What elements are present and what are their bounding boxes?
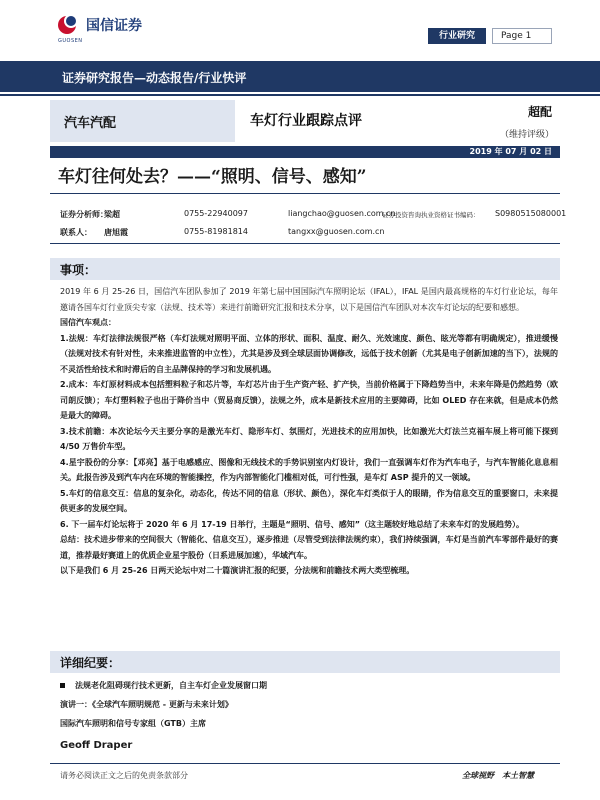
events-intro: 2019 年 6 月 25-26 日，国信汽车团队参加了 2019 年第七届中国国际汽车照明论坛（IFAL），IFAL 是国内最高规格的车灯行业论坛，每年邀请各国车灯行业顶尖专家（法规、技术等）来进行前瞻研究汇报和技术分享，以下是国信汽车团队对本次车灯论坛的纪要和感想。 — [60, 287, 558, 312]
analyst-email[interactable]: liangchao@guosen.com.cn — [288, 209, 396, 218]
page-number: Page 1 — [492, 28, 552, 44]
contact-phone: 0755-81981814 — [184, 227, 248, 236]
view-point: 2.成本：车灯原材料成本包括塑料粒子和芯片等，车灯芯片由于生产资产轻、扩产快，当前价格属于下降趋势当中，未来年降是仍然趋势（欧司朗反馈）；车灯塑料粒子也出于降价当中（贸易商反馈），法规之外，成本是新技术应用的主要障碍，比如 OLED 存在来就，但是成本仍然是最大的障碍。 — [60, 380, 558, 420]
footer-divider — [50, 763, 560, 764]
banner-text: 证券研究报告—动态报告/行业快评 — [62, 71, 247, 85]
events-heading: 事项： — [60, 263, 97, 277]
events-section-header — [50, 258, 560, 280]
details-heading: 详细纪要： — [60, 656, 121, 670]
report-date: 2019 年 07 月 02 日 — [469, 147, 552, 156]
company-logo — [58, 14, 142, 36]
bullet-square-icon — [60, 683, 65, 688]
contact-email[interactable]: tangxx@guosen.com.cn — [288, 227, 385, 236]
detail-bullet-item: 法规老化阻碍现行技术更新，自主车灯企业发展窗口期 — [60, 680, 267, 691]
report-title: 车灯往何处去？——“照明、信号、感知” — [58, 167, 367, 187]
analyst-phone: 0755-22940097 — [184, 209, 248, 218]
logo-text: 国信证券 — [86, 18, 142, 34]
speaker-name: Geoff Draper — [60, 740, 133, 751]
contact-divider — [50, 243, 560, 244]
report-banner — [0, 61, 600, 92]
views-title: 国信汽车观点： — [60, 318, 116, 327]
rating-note: （维持评级） — [500, 130, 555, 140]
analyst-name: 梁超 — [104, 210, 120, 219]
events-body — [60, 284, 558, 579]
closing-note: 以下是我们 6 月 25-26 日两天论坛中对二十篇演讲汇报的纪要，分法规和前瞻技术两大类型梳理。 — [60, 566, 415, 575]
report-subject: 车灯行业跟踪点评 — [250, 113, 362, 129]
logo-mark-icon — [58, 14, 80, 36]
analyst-role: 证券分析师： — [60, 210, 108, 219]
date-bar — [50, 146, 560, 158]
title-divider — [50, 193, 560, 194]
contact-role: 联系人： — [60, 228, 92, 237]
details-section-header — [50, 651, 560, 673]
sector-box — [50, 100, 235, 142]
summary: 总结：技术进步带来的空间很大（智能化、信息交互），逐步推进（尽管受到法律法规约束），我们持续强调，车灯是当前汽车零部件最好的赛道，推荐最好赛道上的优质企业星宇股份（日系进展加速），华域汽车。 — [60, 535, 558, 560]
report-type-tag: 行业研究 — [428, 28, 486, 44]
disclaimer-note: 请务必阅读正文之后的免责条款部分 — [60, 771, 188, 780]
footer-slogan: 全球视野 本土智慧 — [462, 771, 534, 780]
speaker-affiliation: 国际汽车照明和信号专家组（GTB）主席 — [60, 719, 206, 728]
analyst-cert-label: 证券投资咨询执业资格证书编码： — [382, 211, 480, 219]
analyst-cert-number: S0980515080001 — [495, 209, 567, 218]
view-point: 5.车灯的信息交互：信息的复杂化，动态化，传达不同的信息（形状、颜色），深化车灯类似于人的眼睛，作为信息交互的重要窗口，未来提供更多的发展空间。 — [60, 488, 558, 513]
speech-title: 演讲一：《全球汽车照明规范 - 更新与未来计划》 — [60, 700, 233, 709]
logo-subtext: GUOSEN — [58, 38, 83, 44]
rating-label: 超配 — [528, 105, 553, 119]
view-point: 3.技术前瞻：本次论坛今天主要分享的是激光车灯、隐形车灯、氛围灯，光进技术的应用加快，比如激光大灯法兰克福车展上将可能下探到 4/50 万售价车型。 — [60, 426, 558, 451]
view-point: 1.法规：车灯法律法规很严格（车灯法规对照明平面、立体的形状、面积、温度、耐久、光效速度、颜色、眩光等都有明确规定），推进缓慢（法规对技术有针对性，未来推进监管的中立性），尤其是涉及到全球层面协调修改，远低于技术创新（尤其是电子创新加速的当下），法规的不灵活性给技术和时滞后的自主品牌保持的学习和发展机遇。 — [60, 333, 558, 374]
contact-name: 唐旭霞 — [104, 228, 128, 237]
view-point: 4.星宇股份的分享：【邓亮】基于电感感应、图像和无线技术的手势识别室内灯设计，我们一直强调车灯作为汽车电子，与汽车智能化息息相关。此报告涉及到汽车内在环境的智能操控，作为内部智能化门槛相对低，可行性强，是车灯 ASP 提升的又一领域。 — [60, 457, 558, 482]
view-point: 6. 下一届车灯论坛将于 2020 年 6 月 17-19 日举行，主题是“照明、信号、感知”（这主题较好地总结了未来车灯的发展趋势）。 — [60, 519, 525, 529]
banner-underline — [0, 94, 600, 96]
sector-label: 汽车汽配 — [64, 116, 117, 131]
